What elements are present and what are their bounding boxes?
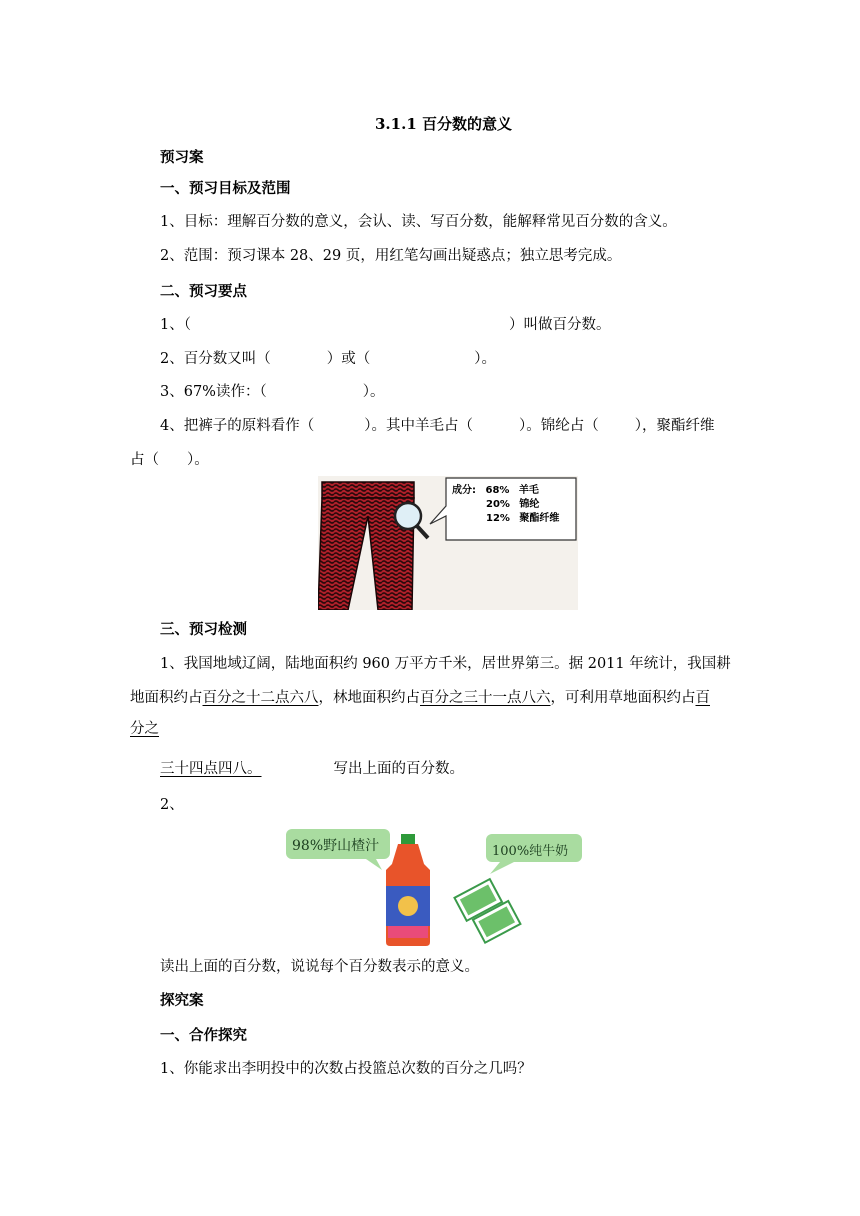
section2-item3 <box>160 383 384 401</box>
section3-heading: 三、预习检测 <box>160 622 247 638</box>
pants-illustration <box>318 476 578 610</box>
preview-case-heading: 预习案 <box>160 150 204 166</box>
q1-line4: 三十四点四八。 写出上面的百分数。 <box>160 761 464 777</box>
section1-heading: 一、预习目标及范围 <box>160 181 291 197</box>
q1-line1: 1、我国地域辽阔，陆地面积约 960 万平方千米，居世界第三。据 2011 年统计，我国耕 <box>160 656 731 672</box>
item1-post: ）叫做百分数。 <box>508 317 611 333</box>
pants-label <box>452 484 559 526</box>
item2-pre: 2、百分数又叫（ <box>160 351 271 367</box>
section1-item1: 1、目标：理解百分数的意义，会认、读、写百分数，能解释常见百分数的含义。 <box>160 214 677 230</box>
underlined-percent: 百 <box>695 690 710 706</box>
pants-label-row: 成分: 68% 羊毛 <box>452 485 539 496</box>
q2-label: 2、 <box>160 797 184 813</box>
section4-item1: 1、你能求出李明投中的次数占投篮总次数的百分之几吗？ <box>160 1061 532 1077</box>
item4-d: ），聚酯纤维 <box>634 418 715 434</box>
section2-item4-cont <box>130 451 209 469</box>
pants-label-prefix: 成分: <box>452 485 476 496</box>
section2-item2 <box>160 350 496 368</box>
underlined-percent: 百分之十二点六八 <box>202 690 319 706</box>
item3-pre: 3、67%读作：（ <box>160 384 267 400</box>
q1-line3: 分之 <box>130 721 159 737</box>
item3-post: ）。 <box>362 384 385 400</box>
page-title: 3.1.1 百分数的意义 <box>375 115 512 133</box>
pants-label-row: 20% 锦纶 <box>486 499 540 510</box>
q1-line2: 地面积约占百分之十二点六八，林地面积约占百分之三十一点八六，可利用草地面积约占百 <box>130 690 710 706</box>
item2-post: ）。 <box>474 351 496 367</box>
item4-e: 占（ <box>130 452 159 468</box>
section1-item2: 2、范围：预习课本 28、29 页，用红笔勾画出疑惑点；独立思考完成。 <box>160 248 622 264</box>
item4-b: ）。其中羊毛占（ <box>364 418 473 434</box>
q2-text: 读出上面的百分数，说说每个百分数表示的意义。 <box>160 959 479 975</box>
underlined-percent: 百分之三十一点八六 <box>420 690 551 706</box>
section2-item4 <box>160 417 714 435</box>
item4-c: ）。锦纶占（ <box>518 418 599 434</box>
section2-heading: 二、预习要点 <box>160 284 247 300</box>
drinks-illustration <box>286 826 594 948</box>
item1-pre: 1、（ <box>160 317 191 333</box>
explore-case-heading: 探究案 <box>160 993 204 1009</box>
pants-label-row: 12% 聚酯纤维 <box>486 513 560 524</box>
underlined-percent: 三十四点四八。 <box>160 761 262 777</box>
section2-item1 <box>160 316 610 334</box>
bubble-left-label: 98%野山楂汁 <box>292 838 380 854</box>
item4-a: 4、把裤子的原料看作（ <box>160 418 315 434</box>
bubble-right-label: 100%纯牛奶 <box>492 844 569 859</box>
section4-heading: 一、合作探究 <box>160 1028 247 1044</box>
item4-f: ）。 <box>187 452 209 468</box>
item2-mid: ）或（ <box>326 351 371 367</box>
